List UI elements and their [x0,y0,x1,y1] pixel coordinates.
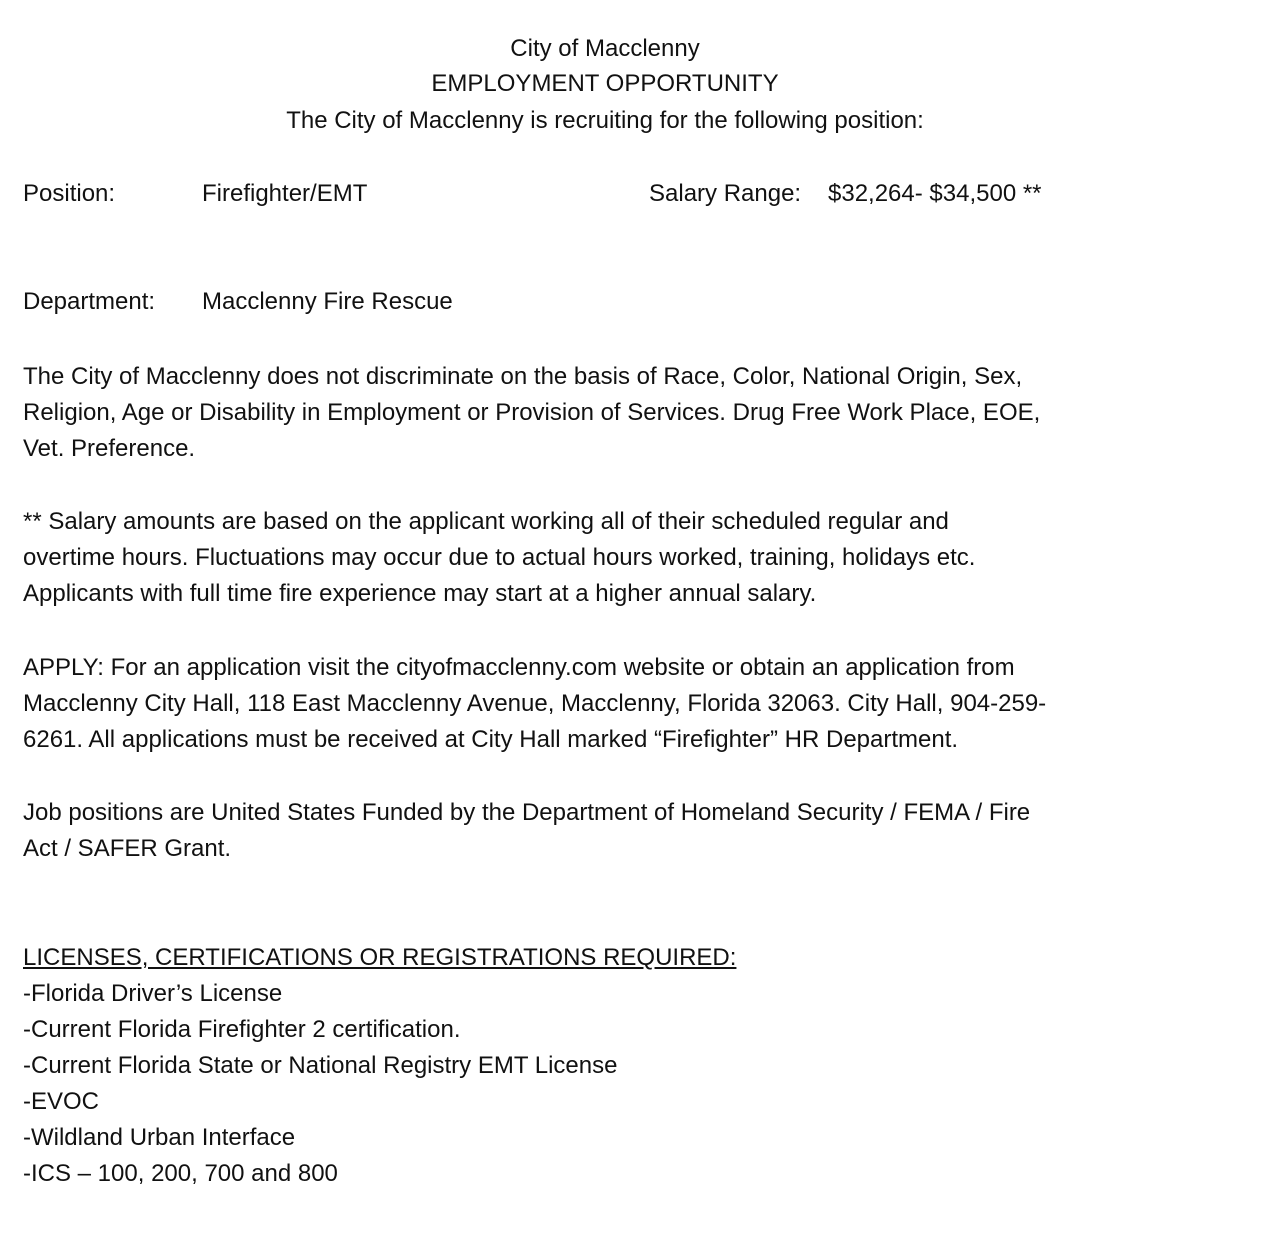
requirements-list [23,976,1193,1192]
list-item: -Florida Driver’s License [23,980,283,1007]
list-item: -Wildland Urban Interface [23,1124,296,1151]
paragraph-line: 6261. All applications must be received at City Hall marked “Firefighter” HR Department. [23,726,959,753]
paragraph-line: Religion, Age or Disability in Employment or Provision of Services. Drug Free Work Place, EOE, [23,399,1041,426]
list-item: -Current Florida State or National Registry EMT License [23,1052,618,1079]
salary-range-value: $32,264- $34,500 ** [828,180,1042,207]
paragraph-line: Act / SAFER Grant. [23,835,232,862]
apply-paragraph [23,650,1193,758]
paragraph-line: Vet. Preference. [23,435,196,462]
paragraph-line: Applicants with full time fire experience may start at a higher annual salary. [23,580,817,607]
funding-paragraph [23,795,1193,867]
position-value: Firefighter/EMT [202,180,368,207]
paragraph-line: The City of Macclenny does not discriminate on the basis of Race, Color, National Origin, Sex, [23,363,1023,390]
salary-range-label: Salary Range: [649,180,802,207]
department-value: Macclenny Fire Rescue [202,288,453,315]
salary-note-paragraph [23,504,1193,612]
list-item: -Current Florida Firefighter 2 certification. [23,1016,461,1043]
posting-title: EMPLOYMENT OPPORTUNITY [431,70,779,97]
paragraph-line: ** Salary amounts are based on the applicant working all of their scheduled regular and [23,508,949,535]
paragraph-line: Macclenny City Hall, 118 East Macclenny Avenue, Macclenny, Florida 32063. City Hall, 904-259- [23,690,1047,717]
paragraph-line: Job positions are United States Funded by the Department of Homeland Security / FEMA / Fire [23,799,1031,826]
list-item: -EVOC [23,1088,100,1115]
paragraph-line: overtime hours. Fluctuations may occur due to actual hours worked, training, holidays etc. [23,544,976,571]
position-label: Position: [23,180,116,207]
city-name: City of Macclenny [510,35,700,62]
nondiscrimination-paragraph [23,359,1193,467]
recruiting-intro: The City of Macclenny is recruiting for the following position: [286,107,924,134]
paragraph-line: APPLY: For an application visit the cityofmacclenny.com website or obtain an application from [23,654,1015,681]
requirements-heading: LICENSES, CERTIFICATIONS OR REGISTRATIONS REQUIRED: [23,944,737,971]
department-label: Department: [23,288,156,315]
list-item: -ICS – 100, 200, 700 and 800 [23,1160,338,1187]
